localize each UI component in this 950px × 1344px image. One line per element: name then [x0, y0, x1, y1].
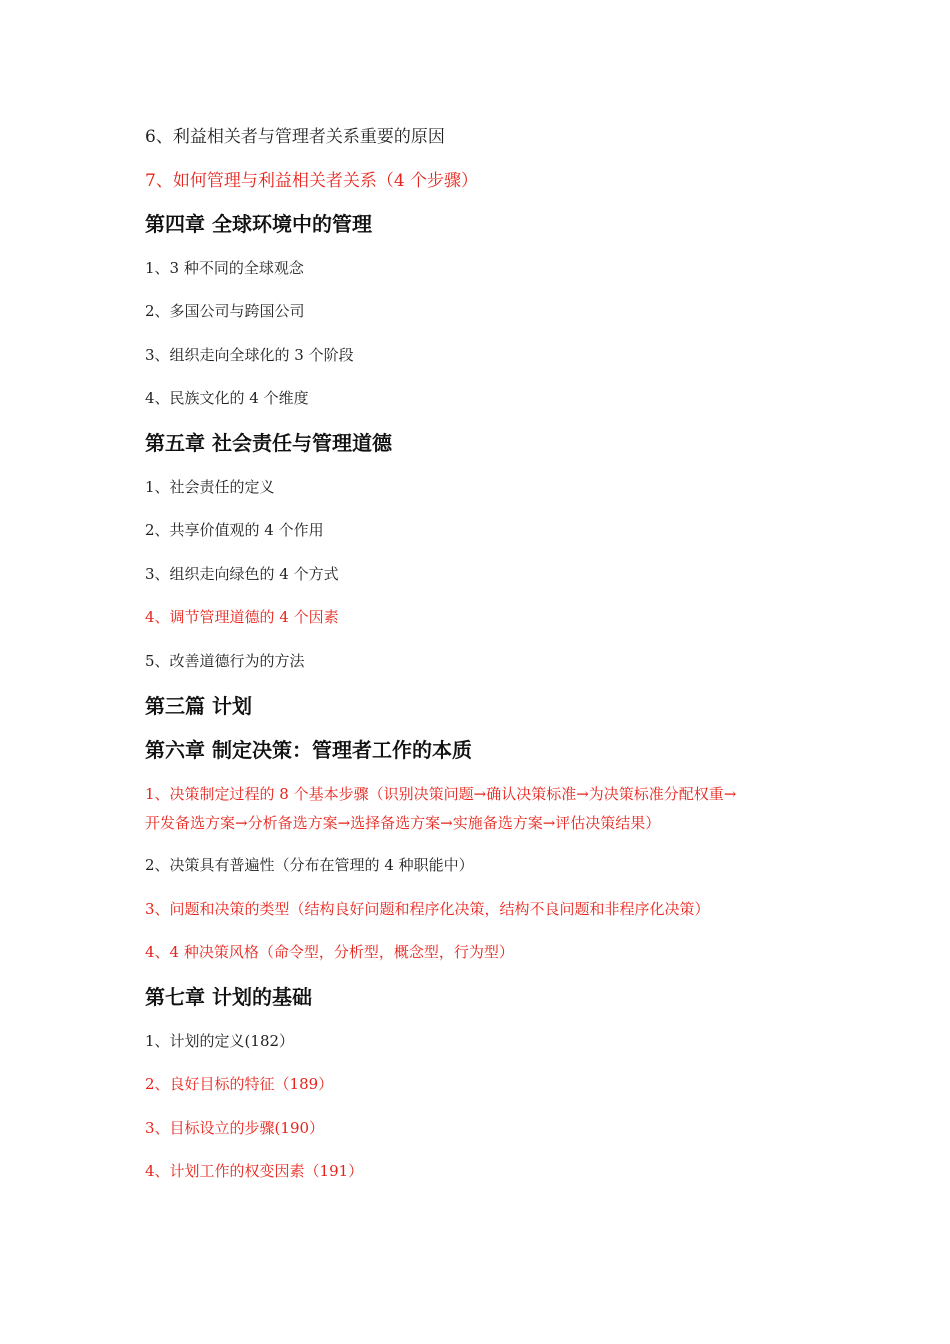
ch4-item-4: 4、民族文化的 4 个维度 — [145, 389, 309, 407]
ch6-item-4: 4、4 种决策风格（命令型，分析型，概念型，行为型） — [145, 943, 514, 961]
item-manage-stakeholders: 7、如何管理与利益相关者关系（4 个步骤） — [145, 171, 479, 191]
chapter-6-heading: 第六章 制定决策：管理者工作的本质 — [145, 738, 472, 762]
chapter-4-heading: 第四章 全球环境中的管理 — [145, 212, 372, 236]
ch5-item-4: 4、调节管理道德的 4 个因素 — [145, 608, 339, 626]
ch4-item-2: 2、多国公司与跨国公司 — [145, 302, 305, 320]
ch5-item-5: 5、改善道德行为的方法 — [145, 652, 305, 670]
part-3-heading: 第三篇 计划 — [145, 694, 252, 718]
chapter-5-heading: 第五章 社会责任与管理道德 — [145, 431, 392, 455]
item-stakeholder-importance: 6、利益相关者与管理者关系重要的原因 — [145, 127, 445, 147]
ch7-item-2: 2、良好目标的特征（189） — [145, 1075, 334, 1093]
ch6-item-1-line-2: 开发备选方案→分析备选方案→选择备选方案→实施备选方案→评估决策结果） — [145, 814, 661, 832]
ch7-item-4: 4、计划工作的权变因素（191） — [145, 1162, 364, 1180]
ch7-item-3: 3、目标设立的步骤(190） — [145, 1119, 325, 1137]
ch7-item-1: 1、计划的定义(182） — [145, 1032, 295, 1050]
chapter-7-heading: 第七章 计划的基础 — [145, 985, 312, 1009]
ch5-item-2: 2、共享价值观的 4 个作用 — [145, 521, 324, 539]
ch4-item-1: 1、3 种不同的全球观念 — [145, 259, 304, 277]
ch6-item-3: 3、问题和决策的类型（结构良好问题和程序化决策，结构不良问题和非程序化决策） — [145, 900, 710, 918]
ch5-item-3: 3、组织走向绿色的 4 个方式 — [145, 565, 339, 583]
ch5-item-1: 1、社会责任的定义 — [145, 478, 275, 496]
ch6-item-1-line-1: 1、决策制定过程的 8 个基本步骤（识别决策问题→确认决策标准→为决策标准分配权重→ — [145, 785, 737, 803]
ch4-item-3: 3、组织走向全球化的 3 个阶段 — [145, 346, 354, 364]
ch6-item-2: 2、决策具有普遍性（分布在管理的 4 种职能中） — [145, 856, 474, 874]
